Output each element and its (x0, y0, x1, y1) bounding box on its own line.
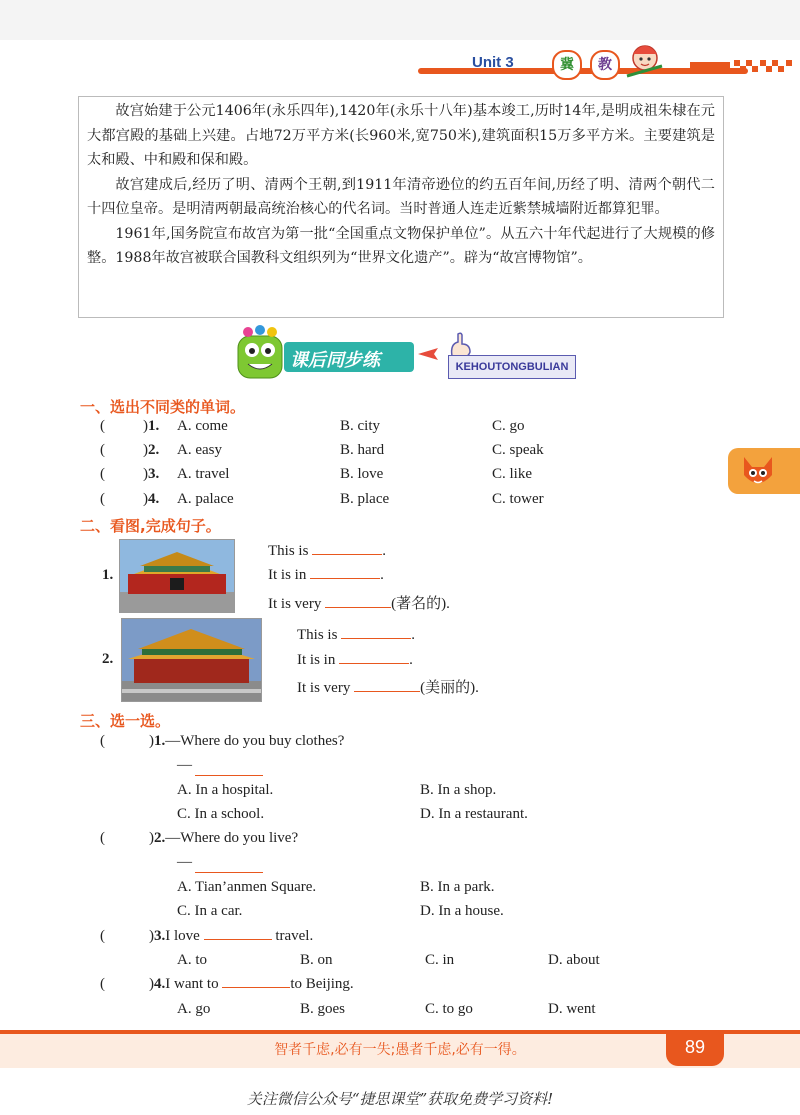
s1-q2-option-b: B. hard (340, 442, 385, 458)
s1-q1-paren: ( )1. (100, 418, 160, 434)
s3-q1-option-d: D. In a restaurant. (420, 806, 528, 822)
s3-q3-option-a: A. to (177, 952, 207, 968)
s3-q2-option-d: D. In a house. (420, 903, 504, 919)
s2-item2-line1: This is . (297, 627, 415, 643)
s3-q1-option-c: C. In a school. (177, 806, 265, 822)
banner-title: 课后同步练 (290, 350, 380, 371)
s3-q2-answer-line: — (177, 854, 263, 888)
tiananmen-photo-icon (119, 539, 235, 613)
s3-q4-stem: ( )4.I want to to Beijing. (100, 976, 354, 992)
handwritten-watermark: 关注微信公众号“捷思课堂”获取免费学习资料! (246, 1090, 554, 1108)
green-monster-mascot-icon (230, 322, 290, 384)
s1-q3-option-a: A. travel (177, 466, 230, 482)
s1-q3-option-c: C. like (492, 466, 532, 482)
s3-q3-option-b: B. on (300, 952, 333, 968)
s1-q2-option-a: A. easy (177, 442, 222, 458)
unit-label: Unit 3 (472, 54, 514, 71)
checker-pattern-icon (690, 58, 800, 76)
jiao-badge: 教 (590, 50, 620, 80)
s1-q1-option-a: A. come (177, 418, 228, 434)
s3-q1-option-b: B. In a shop. (420, 782, 497, 798)
section2-title: 二、看图,完成句子。 (80, 517, 221, 535)
s3-q2-stem: ( )2.—Where do you live? (100, 830, 299, 846)
s1-q1-option-b: B. city (340, 418, 380, 434)
section3-title: 三、选一选。 (80, 712, 171, 730)
s2-item1-line3: It is very (著名的). (268, 596, 450, 612)
s2-item1-line1: This is . (268, 543, 386, 559)
s1-q4-option-b: B. place (340, 491, 390, 507)
passage-paragraph-2: 故宫建成后,经历了明、清两个王朝,到1911年清帝逊位的约五百年间,历经了明、清两个朝代二十四位皇帝。是明清两朝最高统治核心的代名词。当时普通人连走近紫禁城墙附近都算犯罪。 (87, 176, 715, 217)
s3-q1-option-a: A. In a hospital. (177, 782, 274, 798)
s3-q1-answer-line: — (177, 757, 263, 791)
passage-paragraph-3: 1961年,国务院宣布故宫为第一批“全国重点文物保护单位”。从五六十年代起进行了大规模的修整。1988年故宫被联合国教科文组织列为“世界文化遗产”。辟为“故宫博物馆”。 (87, 225, 715, 266)
s1-q4-paren: ( )4. (100, 491, 160, 507)
s3-q2-option-a: A. Tian’anmen Square. (177, 879, 317, 895)
top-band (0, 0, 800, 40)
s3-q3-stem: ( )3.I love travel. (100, 928, 314, 944)
s3-q2-option-c: C. In a car. (177, 903, 243, 919)
s1-q2-option-c: C. speak (492, 442, 544, 458)
s2-item1-line2: It is in . (268, 567, 384, 583)
s3-q2-option-b: B. In a park. (420, 879, 495, 895)
banner-pinyin: KEHOUTONGBULIAN (448, 355, 576, 379)
section1-title: 一、选出不同类的单词。 (80, 398, 246, 416)
side-tab (728, 448, 800, 494)
ji-badge: 冀 (552, 50, 582, 80)
s2-item2-line3: It is very (美丽的). (297, 680, 479, 696)
forbidden-city-photo-icon (121, 618, 262, 702)
footer-motto: 智者千虑,必有一失;愚者千虑,必有一得。 (274, 1042, 526, 1058)
reading-passage (78, 96, 724, 318)
page-number: 89 (684, 1037, 706, 1057)
passage-paragraph-1: 故宫始建于公元1406年(永乐四年),1420年(永乐十八年)基本竣工,历时14年,是明成祖朱棣在元大都宫殿的基础上兴建。占地72万平方米(长960米,宽750米),建筑面积15万多平方米。主要建筑是太和殿、中和殿和保和殿。 (87, 103, 715, 168)
s1-q1-option-c: C. go (492, 418, 525, 434)
s1-q3-option-b: B. love (340, 466, 384, 482)
s1-q3-paren: ( )3. (100, 466, 160, 482)
s3-q4-option-d: D. went (548, 1001, 596, 1017)
s1-q4-option-c: C. tower (492, 491, 544, 507)
fox-mascot-icon (738, 451, 778, 491)
s2-item2-line2: It is in . (297, 652, 413, 668)
s3-q1-stem: ( )1.—Where do you buy clothes? (100, 733, 345, 749)
mascot-girl-icon (622, 36, 668, 82)
s3-q3-option-c: C. in (425, 952, 455, 968)
s2-item1-number: 1. (102, 567, 114, 583)
s3-q4-option-b: B. goes (300, 1001, 345, 1017)
s2-item2-number: 2. (102, 651, 114, 667)
s1-q4-option-a: A. palace (177, 491, 234, 507)
s3-q4-option-c: C. to go (425, 1001, 473, 1017)
s3-q4-option-a: A. go (177, 1001, 211, 1017)
s1-q2-paren: ( )2. (100, 442, 160, 458)
s3-q3-option-d: D. about (548, 952, 600, 968)
